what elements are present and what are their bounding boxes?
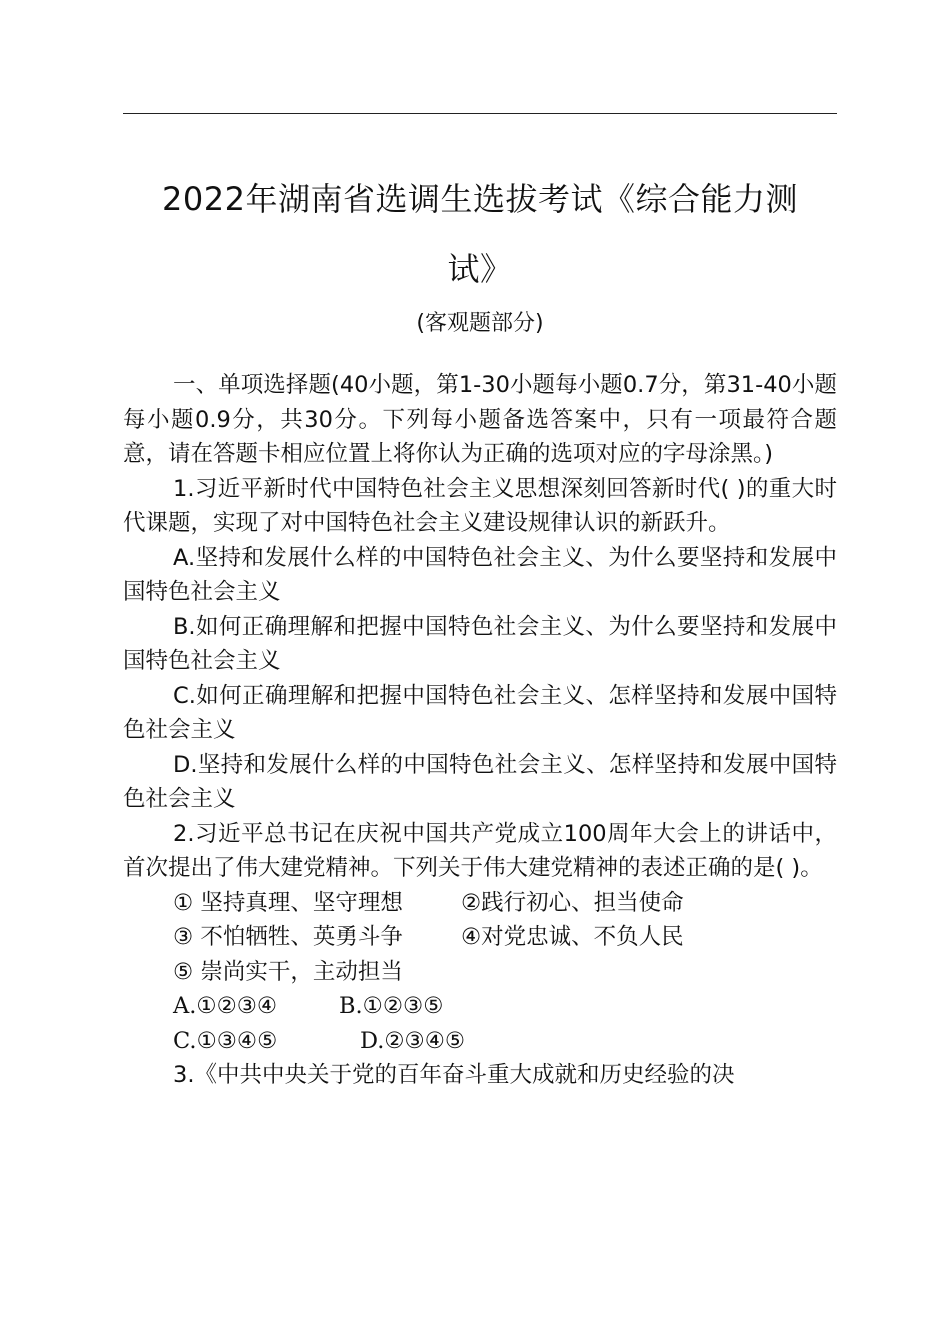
question-3-stem: 3.《中共中央关于党的百年奋斗重大成就和历史经验的决 — [173, 1062, 735, 1088]
question-1-option-d: D.坚持和发展什么样的中国特色社会主义、怎样坚持和发展中国特色社会主义 — [123, 751, 837, 812]
section-instructions: 一、单项选择题(40小题，第1-30小题每小题0.7分，第31-40小题每小题0.9分，共30分。下列每小题备选答案中，只有一项最符合题意，请在答题卡相应位置上将你认为正确的选项对应的字母涂黑。) — [123, 372, 837, 467]
question-2-option-b: B.①②③⑤ — [339, 993, 444, 1019]
question-1-stem: 1.习近平新时代中国特色社会主义思想深刻回答新时代( )的重大时代课题，实现了对中国特色社会主义建设规律认识的新跃升。 — [123, 475, 837, 536]
question-2-option-d: D.②③④⑤ — [360, 1027, 466, 1054]
question-2-option-a: A.①②③④ — [173, 993, 278, 1019]
document-title-line-1: 2022年湖南省选调生选拔考试《综合能力测 — [162, 180, 798, 218]
question-2-item-3: ③ 不怕牺牲、英勇斗争 — [173, 924, 403, 950]
question-2-items-row-3 — [123, 955, 837, 990]
question-2-item-1: ① 坚持真理、坚守理想 — [173, 889, 403, 916]
question-2-items-row-1 — [123, 886, 837, 921]
question-2-item-2: ②践行初心、担当使命 — [461, 889, 684, 916]
document-subtitle: (客观题部分) — [416, 311, 544, 336]
question-2-items-row-2 — [123, 920, 837, 955]
question-2-item-4: ④对党忠诚、不负人民 — [461, 924, 684, 950]
question-2-option-c: C.①③④⑤ — [173, 1027, 278, 1054]
question-2-stem: 2.习近平总书记在庆祝中国共产党成立100周年大会上的讲话中，首次提出了伟大建党精神。下列关于伟大建党精神的表述正确的是( )。 — [123, 820, 837, 881]
question-2-options-row-2 — [123, 1024, 837, 1059]
document-body — [123, 164, 837, 1093]
header-rule — [123, 113, 837, 114]
question-1-option-c: C.如何正确理解和把握中国特色社会主义、怎样坚持和发展中国特色社会主义 — [123, 682, 837, 743]
question-1-option-a: A.坚持和发展什么样的中国特色社会主义、为什么要坚持和发展中国特色社会主义 — [123, 544, 837, 605]
question-2-options-row-1 — [123, 989, 837, 1024]
question-1-option-b: B.如何正确理解和把握中国特色社会主义、为什么要坚持和发展中国特色社会主义 — [123, 613, 837, 674]
document-title-line-2: 试》 — [447, 250, 513, 288]
question-2-item-5: ⑤ 崇尚实干，主动担当 — [173, 958, 403, 985]
